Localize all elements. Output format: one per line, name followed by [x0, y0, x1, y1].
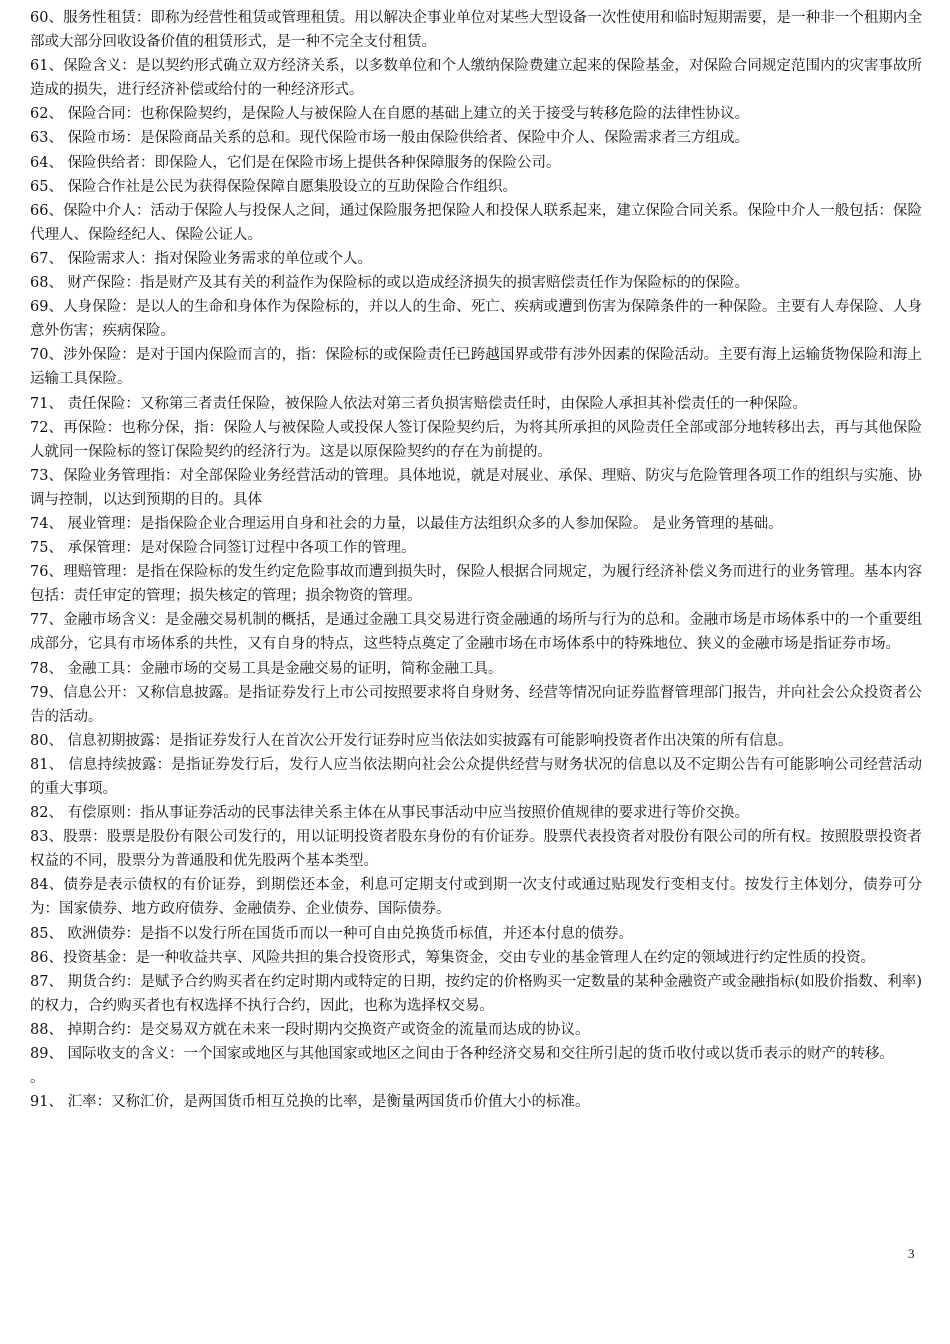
entry-69: 69、人身保险：是以人的生命和身体作为保险标的，并以人的生命、死亡、疾病或遭到伤害为保障条件的一种保险。主要有人寿保险、人身意外伤害；疾病保险。: [30, 299, 922, 340]
entry-71: 71、 责任保险：又称第三者责任保险，被保险人依法对第三者负损害赔偿责任时，由保险人承担其补偿责任的一种保险。: [30, 395, 808, 412]
entry-91: 91、 汇率：又称汇价，是两国货币相互兑换的比率，是衡量两国货币价值大小的标准。: [30, 1094, 590, 1111]
entry-83: 83、股票：股票是股份有限公司发行的，用以证明投资者股东身份的有价证券。股票代表投资者对股份有限公司的所有权。按照股票投资者权益的不同，股票分为普通股和优先股两个基本类型。: [30, 829, 922, 870]
entry-73: 73、保险业务管理指：对全部保险业务经营活动的管理。具体地说，就是对展业、承保、理赔、防灾与危险管理各项工作的组织与实施、协调与控制，以达到预期的目的。具体: [30, 467, 922, 508]
entry-77: 77、金融市场含义：是金融交易机制的概括，是通过金融工具交易进行资金融通的场所与行为的总和。金融市场是市场体系中的一个重要组成部分，它具有市场体系的共性，又有自身的特点，这些特点奠定了金融市场在市场体系中的特殊地位、狭义的金融市场是指证券市场。: [30, 612, 922, 653]
entry-88: 88、 掉期合约：是交易双方就在未来一段时期内交换资产或资金的流量而达成的协议。: [30, 1021, 590, 1038]
entry-70: 70、涉外保险：是对于国内保险而言的，指：保险标的或保险责任已跨越国界或带有涉外因素的保险活动。主要有海上运输货物保险和海上运输工具保险。: [30, 347, 922, 388]
document-body: [30, 6, 922, 1114]
entry-62: 62、 保险合同：也称保险契约，是保险人与被保险人在自愿的基础上建立的关于接受与转移危险的法律性协议。: [30, 106, 750, 123]
stray-period-line: 。: [30, 1070, 45, 1087]
entry-66: 66、保险中介人：活动于保险人与投保人之间，通过保险服务把保险人和投保人联系起来，建立保险合同关系。保险中介人一般包括：保险代理人、保险经纪人、保险公证人。: [30, 202, 922, 243]
entry-61: 61、保险含义：是以契约形式确立双方经济关系，以多数单位和个人缴纳保险费建立起来的保险基金，对保险合同规定范围内的灾害事故所造成的损失，进行经济补偿或给付的一种经济形式。: [30, 58, 922, 99]
entry-80: 80、 信息初期披露：是指证券发行人在首次公开发行证券时应当依法如实披露有可能影响投资者作出决策的所有信息。: [30, 732, 793, 749]
entry-72: 72、再保险：也称分保，指：保险人与被保险人或投保人签订保险契约后，为将其所承担的风险责任全部或部分地转移出去，再与其他保险人就同一保险标的签订保险契约的经济行为。这是以原保险契约的存在为前提的。: [30, 419, 922, 460]
entry-68: 68、 财产保险：指是财产及其有关的利益作为保险标的或以造成经济损失的损害赔偿责任作为保险标的的保险。: [30, 275, 750, 292]
entry-86: 86、投资基金：是一种收益共享、风险共担的集合投资形式，筹集资金，交由专业的基金管理人在约定的领域进行约定性质的投资。: [30, 949, 875, 966]
entry-67: 67、 保险需求人：指对保险业务需求的单位或个人。: [30, 250, 373, 267]
page-number: 3: [908, 1246, 915, 1261]
entry-82: 82、 有偿原则：指从事证券活动的民事法律关系主体在从事民事活动中应当按照价值规律的要求进行等价交换。: [30, 805, 750, 822]
entry-85: 85、 欧洲债券：是指不以发行所在国货币而以一种可自由兑换货币标值，并还本付息的债券。: [30, 925, 634, 942]
entry-84: 84、债券是表示债权的有价证券，到期偿还本金，利息可定期支付或到期一次支付或通过贴现发行变相支付。按发行主体划分，债券可分为：国家债券、地方政府债券、金融债券、企业债券、国际债券。: [30, 877, 922, 918]
entry-87: 87、 期货合约：是赋予合约购买者在约定时期内或特定的日期，按约定的价格购买一定数量的某种金融资产或金融指标(如股价指数、利率)的权力，合约购买者也有权选择不执行合约，因此，也称为选择权交易。: [30, 973, 922, 1014]
entry-64: 64、 保险供给者：即保险人，它们是在保险市场上提供各种保障服务的保险公司。: [30, 154, 561, 171]
entry-89: 89、 国际收支的含义：一个国家或地区与其他国家或地区之间由于各种经济交易和交往所引起的货币收付或以货币表示的财产的转移。: [30, 1046, 895, 1063]
entry-79: 79、信息公开：又称信息披露。是指证券发行上市公司按照要求将自身财务、经营等情况向证券监督管理部门报告，并向社会公众投资者公告的活动。: [30, 684, 922, 725]
entry-63: 63、 保险市场：是保险商品关系的总和。现代保险市场一般由保险供给者、保险中介人、保险需求者三方组成。: [30, 130, 750, 147]
entry-60: 60、服务性租赁：即称为经营性租赁或管理租赁。用以解决企事业单位对某些大型设备一次性使用和临时短期需要，是一种非一个租期内全部或大部分回收设备价值的租赁形式，是一种不完全支付租赁。: [30, 10, 922, 51]
entry-76: 76、理赔管理：是指在保险标的发生约定危险事故而遭到损失时，保险人根据合同规定，为履行经济补偿义务而进行的业务管理。基本内容包括：责任审定的管理；损失核定的管理；损余物资的管理。: [30, 564, 922, 605]
entry-81: 81、 信息持续披露：是指证券发行后，发行人应当依法期向社会公众提供经营与财务状况的信息以及不定期公告有可能影响公司经营活动的重大事项。: [30, 756, 922, 797]
entry-78: 78、 金融工具：金融市场的交易工具是金融交易的证明，简称金融工具。: [30, 660, 503, 677]
entry-74: 74、 展业管理：是指保险企业合理运用自身和社会的力量，以最佳方法组织众多的人参加保险。 是业务管理的基础。: [30, 515, 783, 532]
entry-65: 65、 保险合作社是公民为获得保险保障自愿集股设立的互助保险合作组织。: [30, 178, 518, 195]
entry-75: 75、 承保管理：是对保险合同签订过程中各项工作的管理。: [30, 540, 416, 557]
